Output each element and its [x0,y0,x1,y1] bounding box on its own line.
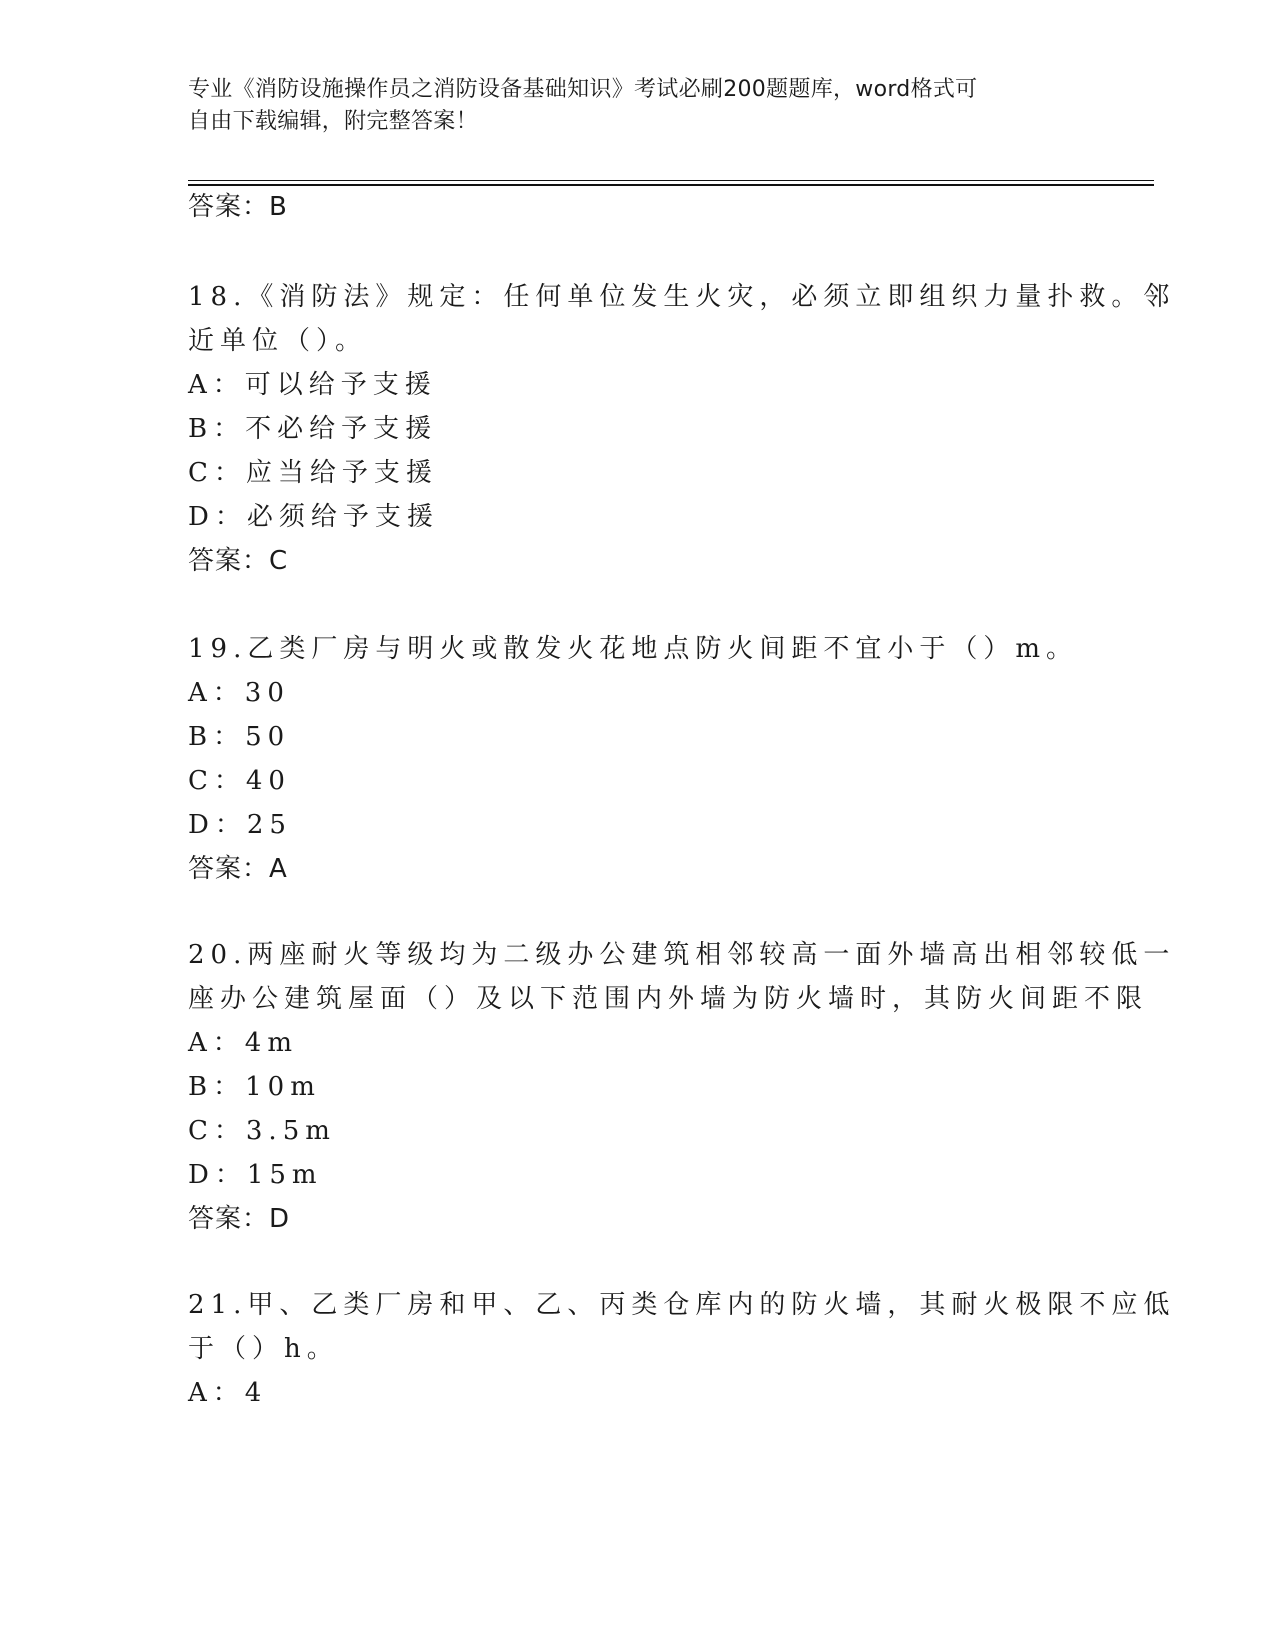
header-title-line-1: 专业《消防设施操作员之消防设备基础知识》考试必刷200题题库，word格式可 [188,77,978,102]
header-title-line-2: 自由下载编辑，附完整答案！ [188,109,478,134]
header-divider-thick [188,184,1154,186]
question-20-option-d: D：15m [188,1160,323,1190]
question-18-option-d: D：必须给予支援 [188,502,439,532]
question-18-option-c: C：应当给予支援 [188,458,438,488]
question-20-text-line-2: 座办公建筑屋面（）及以下范围内外墙为防火墙时，其防火间距不限 [188,984,1149,1014]
question-19-option-d: D：25 [188,810,292,840]
question-19-answer: 答案：A [188,854,288,884]
question-19-option-c: C：40 [188,766,291,796]
question-21-option-a: A：4 [188,1378,268,1408]
page-header [188,74,1068,138]
header-divider-thin [188,180,1154,181]
question-18-option-b: B：不必给予支援 [188,414,438,444]
question-20-answer: 答案：D [188,1204,291,1234]
prev-answer: 答案：B [188,192,288,222]
question-20-option-c: C：3.5m [188,1116,336,1146]
question-18-text-line-2: 近单位（）。 [188,326,368,356]
question-19-text-line-1: 19.乙类厂房与明火或散发火花地点防火间距不宜小于（）m。 [188,634,1079,664]
question-21-text-line-1: 21.甲、乙类厂房和甲、乙、丙类仓库内的防火墙，其耐火极限不应低 [188,1290,1176,1320]
question-19-option-b: B：50 [188,722,291,752]
question-19-option-a: A：30 [188,678,290,708]
question-20-option-a: A：4m [188,1028,298,1058]
question-21-text-line-2: 于（）h。 [188,1334,339,1364]
question-18-text-line-1: 18.《消防法》规定：任何单位发生火灾，必须立即组织力量扑救。邻 [188,282,1176,312]
question-18-answer: 答案：C [188,546,289,576]
question-20-text-line-1: 20.两座耐火等级均为二级办公建筑相邻较高一面外墙高出相邻较低一 [188,940,1176,970]
question-18-option-a: A：可以给予支援 [188,370,437,400]
question-20-option-b: B：10m [188,1072,321,1102]
